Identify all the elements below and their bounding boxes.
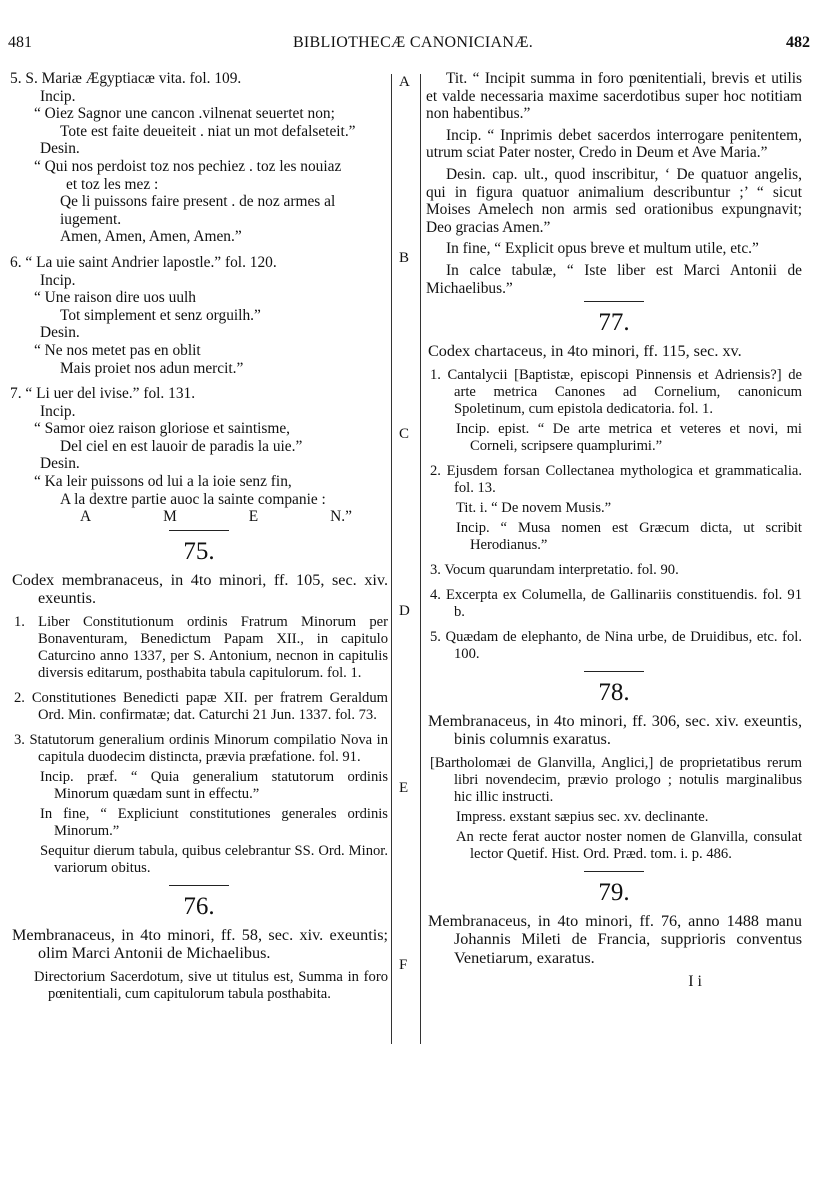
codex-75-entry-3: 3. Statutorum generalium ordinis Minorum compilatio Nova in capitula duodecim distincta, prævia præfatione. fol. 91. [14,731,388,765]
quote-line: “ Ka leir puissons od lui a la ioie senz fin, [34,473,292,491]
margin-letter-e: E [399,780,409,796]
codex-76-description: Membranaceus, in 4to minori, ff. 58, sec. xiv. exeuntis; olim Marci Antonii de Michaelibus. [12,925,388,963]
codex-76-incip: Incip. “ Inprimis debet sacerdos interrogare penitentem, utrum sciat Pater noster, Credo in Deum et Ave Maria.” [426,126,802,162]
codex-number-79: 79. [598,878,630,906]
page-number-left: 481 [8,34,32,51]
codex-77-description: Codex chartaceus, in 4to minori, ff. 115, sec. xv. [428,342,742,361]
right-column [426,70,802,991]
item-7-title: 7. “ Li uer del ivise.” fol. 131. [10,385,196,403]
amen-letter: M [163,508,177,526]
codex-number-76: 76. [183,892,215,920]
incip-label: Incip. [40,402,76,420]
codex-number-78: 78. [598,678,630,706]
quote-line: Del ciel en est lauoir de paradis la uie.” [60,437,303,455]
codex-77-tit: Tit. i. “ De novem Musis.” [456,499,612,516]
codex-75-entry-2: 2. Constitutiones Benedicti papæ XII. per fratrem Geraldum Ord. Min. confirmatæ; dat. Caturchi 21 Jun. 1337. fol. 73. [14,689,388,723]
quote-line: Tot simplement et senz orguilh.” [60,306,261,324]
quote-line: Tote est faite deueiteit . niat un mot defalseteit.” [60,122,356,140]
quote-line: “ Oiez Sagnor une cancon .vilnenat seuertet non; [34,105,335,123]
quote-line: A la dextre partie auoc la sainte companie : [60,490,326,508]
quote-line: “ Samor oiez raison gloriose et saintisme, [34,420,291,438]
codex-78-description: Membranaceus, in 4to minori, ff. 306, sec. xiv. exeuntis, binis columnis exaratus. [428,711,802,749]
section-rule [584,301,644,302]
codex-75-entry-1: 1. Liber Constitutionum ordinis Fratrum Minorum per Bonaventuram, Benedictum Papam XII., in capitulo Caturcino anno 1337, per S. Antonium, necnon in capitulis diversis editarum, posthabita tabula capitulorum. fol. 1. [14,613,388,681]
running-title: BIBLIOTHECÆ CANONICIANÆ. [292,34,534,51]
codex-75-fine: In fine, “ Expliciunt constitutiones generales ordinis Minorum.” [40,805,388,839]
section-rule [169,885,229,886]
incip-label: Incip. [40,87,76,105]
quote-line: et toz les mez : [66,175,159,193]
codex-75-description: Codex membranaceus, in 4to minori, ff. 105, sec. xiv. exeuntis. [12,570,388,608]
section-rule [169,530,229,531]
codex-76-fine: In fine, “ Explicit opus breve et multum utile, etc.” [446,240,759,258]
margin-letter-d: D [399,603,410,619]
codex-77-entry-2: 2. Ejusdem forsan Collectanea mythologica et grammaticalia. fol. 13. [430,462,802,496]
item-6-title: 6. “ La uie saint Andrier lapostle.” fol. 120. [10,253,277,271]
quote-line: iugement. [60,210,122,228]
left-column [10,70,388,1011]
codex-75-sequitur: Sequitur dierum tabula, quibus celebrantur SS. Ord. Minor. variorum obitus. [40,842,388,876]
desin-label: Desin. [40,455,80,473]
desin-label: Desin. [40,140,80,158]
quote-line: Amen, Amen, Amen, Amen.” [60,228,242,246]
quote-line: “ Ne nos metet pas en oblit [34,341,201,359]
amen-letter: A [80,508,92,526]
codex-number-77: 77. [598,309,630,337]
codex-77-entry-4: 4. Excerpta ex Columella, de Gallinariis constituendis. fol. 91 b. [430,586,802,620]
codex-number-75: 75. [183,537,215,565]
margin-letter-f: F [399,957,408,973]
margin-letter-c: C [399,426,410,442]
codex-76-calce: In calce tabulæ, “ Iste liber est Marci Antonii de Michaelibus.” [426,261,802,297]
desin-label: Desin. [40,324,80,342]
quote-line: Qe li puissons faire present . de noz armes al [60,193,336,211]
margin-letter-a: A [399,74,410,90]
codex-78-note: An recte ferat auctor noster nomen de Glanvilla, consulat lector Quetif. Hist. Ord. Præd. tom. i. p. 486. [456,828,802,862]
section-rule [584,671,644,672]
codex-77-entry-5: 5. Quædam de elephanto, de Nina urbe, de Druidibus, etc. fol. 100. [430,628,802,662]
codex-77-incip-2: Incip. “ Musa nomen est Græcum dicta, ut scribit Herodianus.” [456,519,802,553]
item-5-title: 5. S. Mariæ Ægyptiacæ vita. fol. 109. [10,70,242,87]
codex-76-desin: Desin. cap. ult., quod inscribitur, ‘ De quatuor angelis, qui in figura quatuor animalium describuntur ;’ “ sicut Moises Amelech non armis sed orationibus expungnavit; Deo gracias Amen.” [426,165,802,236]
codex-75-incip: Incip. præf. “ Quia generalium statutorum ordinis Minorum quædam sunt in effectu.” [40,768,388,802]
codex-76-entry: Directorium Sacerdotum, sive ut titulus est, Summa in foro pœnitentiali, cum capitulorum tabula posthabita. [34,968,388,1002]
amen-letter: E [248,508,259,526]
codex-77-entry-1: 1. Cantalycii [Baptistæ, episcopi Pinnensis et Adriensis?] de arte metrica Canones ad Cornelium, canonicum Spoletinum, cum epistola dedicatoria. fol. 1. [430,366,802,417]
amen-letter: N.” [330,508,352,526]
codex-78-impress: Impress. exstant sæpius sec. xv. declinante. [456,808,709,825]
amen-line [10,508,388,526]
quote-line: “ Qui nos perdoist toz nos pechiez . toz les nouiaz [34,157,342,175]
quote-line: “ Une raison dire uos uulh [34,289,196,307]
codex-78-entry: [Bartholomæi de Glanvilla, Anglici,] de proprietatibus rerum libri novendecim, prævio prologo ; notulis marginalibus hic illic instructi. [430,754,802,805]
codex-77-incip: Incip. epist. “ De arte metrica et veteres et novi, mi Corneli, scripsere quamplurimi.” [456,420,802,454]
margin-letter-b: B [399,250,410,266]
quote-line: Mais proiet nos adun mercit.” [60,359,244,377]
page-number-right: 482 [786,34,810,51]
column-rule-left [391,74,392,1044]
section-rule [584,871,644,872]
signature-mark: I i [688,973,702,991]
column-rule-right [420,74,421,1044]
incip-label: Incip. [40,271,76,289]
codex-77-entry-3: 3. Vocum quarundam interpretatio. fol. 90. [430,561,679,578]
codex-76-title: Tit. “ Incipit summa in foro pœnitentiali, brevis et utilis et valde necessaria maxime sacerdotibus super hoc notitiam non habentibus.” [426,70,802,123]
codex-79-description: Membranaceus, in 4to minori, ff. 76, anno 1488 manu Johannis Mileti de Francia, supprioris conventus Venetiarum, exaratus. [428,911,802,967]
